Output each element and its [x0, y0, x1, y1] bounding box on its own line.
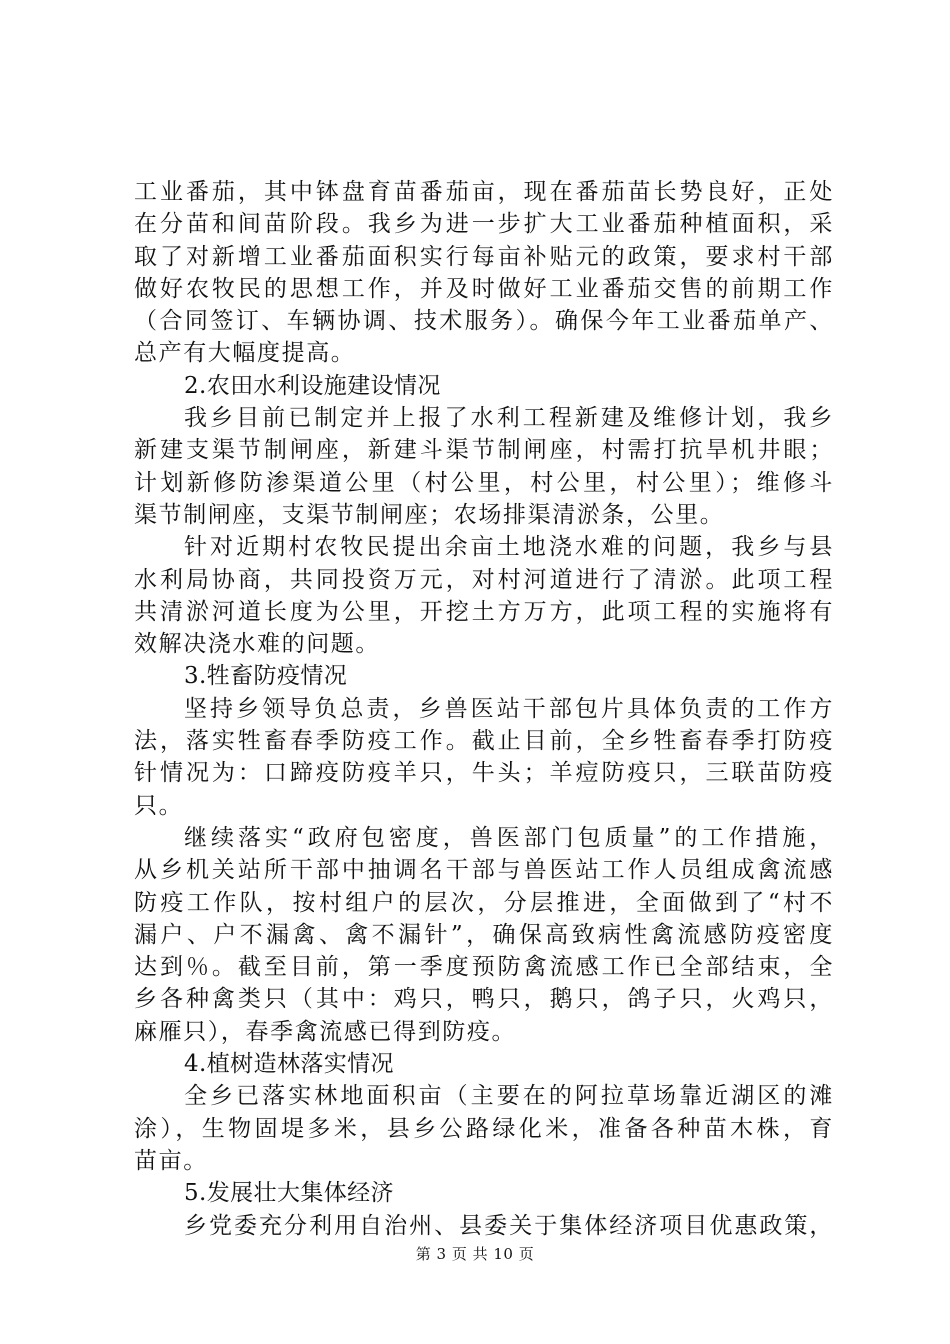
body-line: 法，落实牲畜春季防疫工作。截止目前，全乡牲畜春季打防疫: [134, 728, 834, 755]
body-line: 针情况为：口蹄疫防疫羊只，牛头；羊痘防疫只，三联苗防疫: [134, 760, 834, 787]
body-line: 继续落实“政府包密度，兽医部门包质量”的工作措施，: [184, 824, 834, 851]
body-line: （合同签订、车辆协调、技术服务）。确保今年工业番茄单产、: [134, 308, 834, 335]
section-heading: 2.农田水利设施建设情况: [184, 372, 441, 399]
body-line: 针对近期村农牧民提出余亩土地浇水难的问题，我乡与县: [184, 534, 834, 561]
page-number: 第 3 页 共 10 页: [415, 1245, 535, 1263]
body-line: 渠节制闸座，支渠节制闸座；农场排渠清淤条，公里。: [134, 501, 725, 528]
body-line: 乡各种禽类只（其中：鸡只，鸭只，鹅只，鸽子只，火鸡只，: [134, 986, 834, 1013]
body-line: 只。: [134, 792, 184, 819]
body-line: 效解决浇水难的问题。: [134, 631, 380, 658]
body-line: 乡党委充分利用自治州、县委关于集体经济项目优惠政策，: [184, 1212, 834, 1239]
document-body: [134, 176, 834, 1242]
body-line: 防疫工作队，按村组户的层次，分层推进，全面做到了“村不: [134, 889, 834, 916]
body-line: 取了对新增工业番茄面积实行每亩补贴元的政策，要求村干部: [134, 243, 834, 270]
body-line: 苗亩。: [134, 1147, 208, 1174]
body-line: 达到％。截至目前，第一季度预防禽流感工作已全部结束，全: [134, 954, 834, 981]
body-line: 从乡机关站所干部中抽调名干部与兽医站工作人员组成禽流感: [134, 857, 834, 884]
body-line: 工业番茄，其中钵盘育苗番茄亩，现在番茄苗长势良好，正处: [134, 179, 834, 205]
page-footer: [0, 1244, 950, 1264]
body-line: 在分苗和间苗阶段。我乡为进一步扩大工业番茄种植面积，采: [134, 211, 834, 238]
section-heading: 3.牲畜防疫情况: [184, 663, 348, 690]
body-line: 共清淤河道长度为公里，开挖土方万方，此项工程的实施将有: [134, 598, 834, 625]
body-line: 做好农牧民的思想工作，并及时做好工业番茄交售的前期工作: [134, 275, 834, 302]
body-line: 总产有大幅度提高。: [134, 340, 356, 367]
body-line: 水利局协商，共同投资万元，对村河道进行了清淤。此项工程: [134, 566, 834, 593]
body-line: 漏户、户不漏禽、禽不漏针”，确保高致病性禽流感防疫密度: [134, 921, 834, 948]
section-heading: 5.发展壮大集体经济: [184, 1180, 394, 1207]
body-line: 坚持乡领导负总责，乡兽医站干部包片具体负责的工作方: [184, 695, 834, 722]
body-line: 计划新修防渗渠道公里（村公里，村公里，村公里）；维修斗: [134, 469, 834, 496]
section-heading: 4.植树造林落实情况: [184, 1051, 394, 1078]
body-line: 涂），生物固堤多米，县乡公路绿化米，准备各种苗木株，育: [134, 1115, 834, 1142]
body-line: 全乡已落实林地面积亩（主要在的阿拉草场靠近湖区的滩: [184, 1083, 834, 1110]
body-line: 麻雁只），春季禽流感已得到防疫。: [134, 1018, 517, 1045]
body-line: 新建支渠节制闸座，新建斗渠节制闸座，村需打抗旱机井眼；: [134, 437, 834, 464]
body-line: 我乡目前已制定并上报了水利工程新建及维修计划，我乡: [184, 405, 834, 432]
